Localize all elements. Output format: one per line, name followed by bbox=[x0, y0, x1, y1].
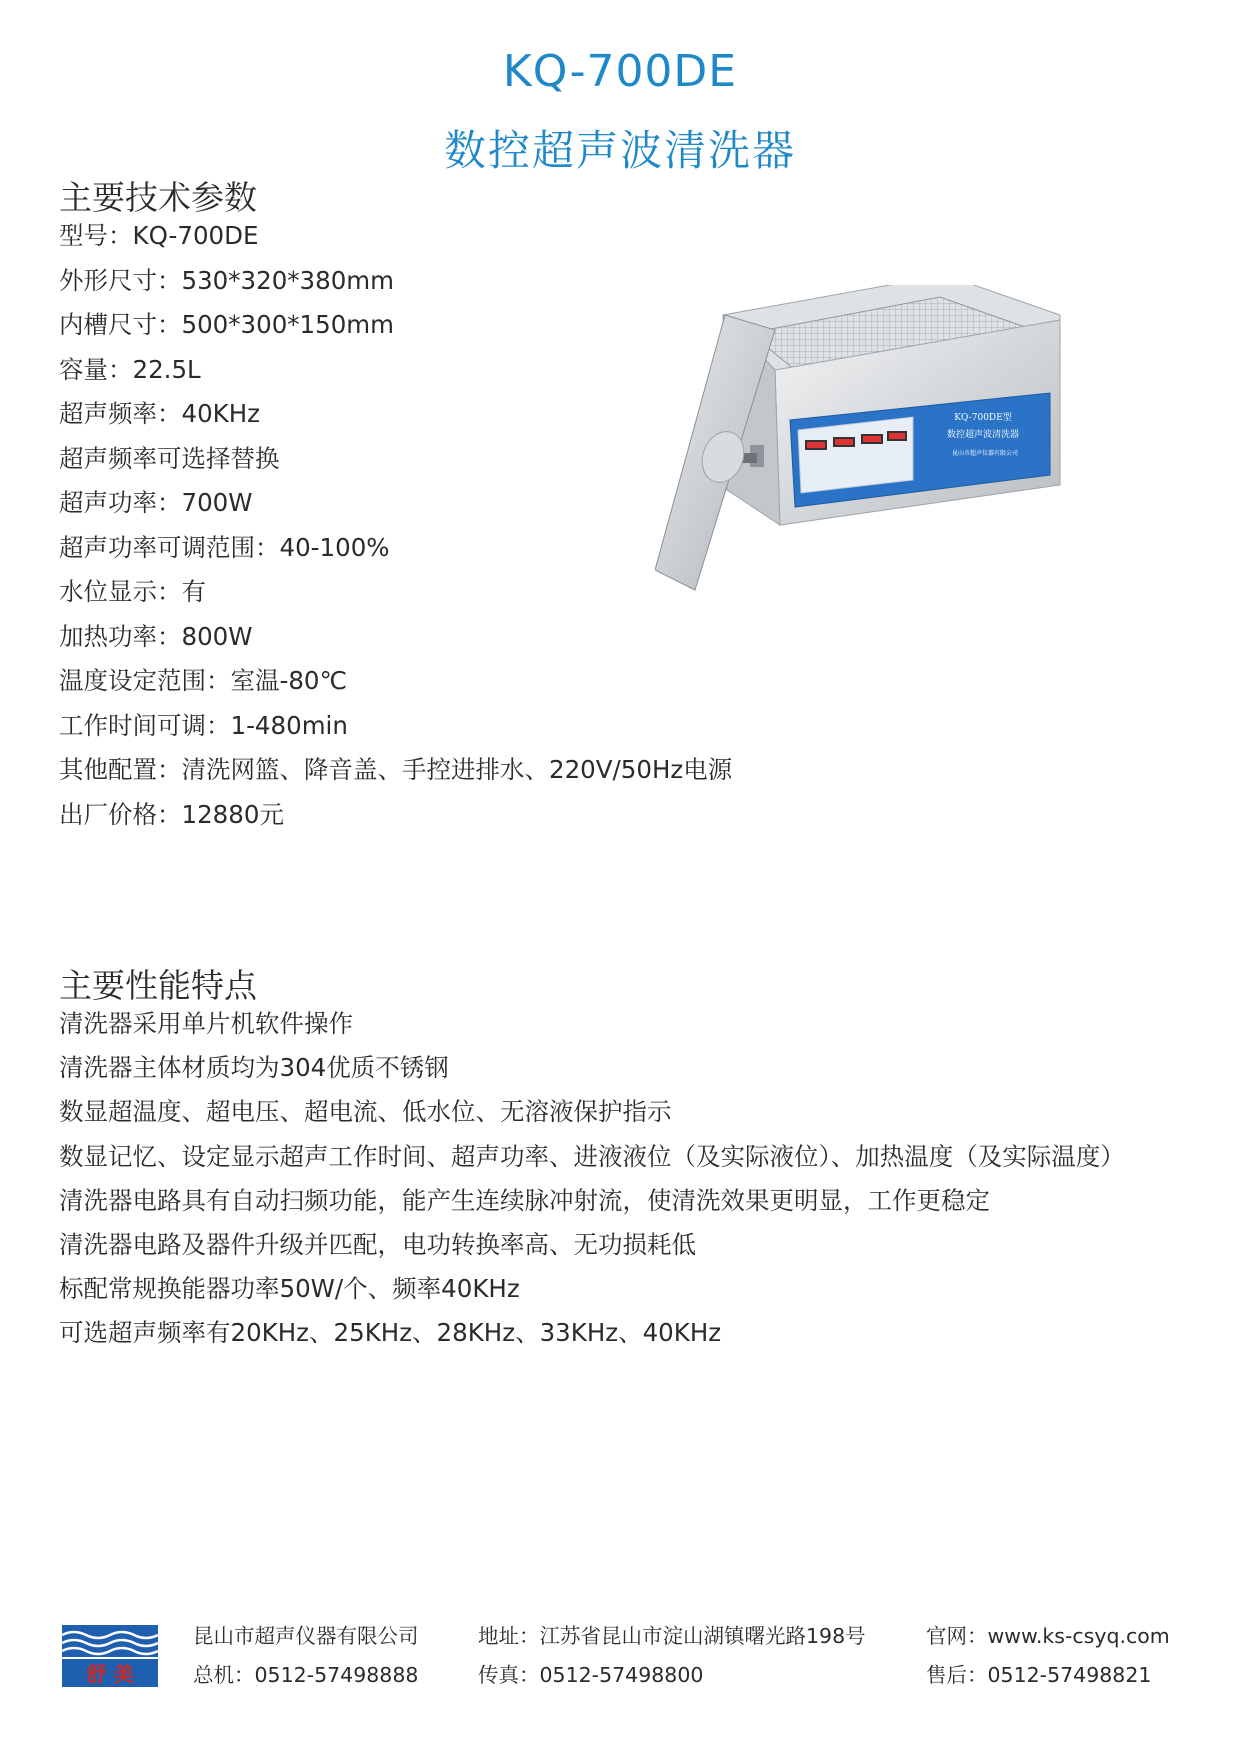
specs-item: 容量：22.5L bbox=[59, 354, 201, 384]
specs-item: 出厂价格：12880元 bbox=[59, 799, 284, 829]
svg-text:舒 美: 舒 美 bbox=[86, 1662, 134, 1686]
specs-item: 加热功率：800W bbox=[59, 621, 253, 651]
specs-item: 超声功率：700W bbox=[59, 488, 253, 517]
features-item: 标配常规换能器功率50W/个、频率40KHz bbox=[59, 1274, 520, 1304]
features-item: 可选超声频率有20KHz、25KHz、28KHz、33KHz、40KHz bbox=[59, 1318, 722, 1348]
features-item: 清洗器电路及器件升级并匹配，电功转换率高、无功损耗低 bbox=[59, 1229, 696, 1259]
company-logo bbox=[60, 1623, 160, 1689]
specs-item: 水位显示：有 bbox=[59, 577, 206, 606]
specs-item: 超声频率可选择替换 bbox=[59, 443, 280, 473]
features-heading: 主要性能特点 bbox=[59, 966, 257, 1005]
panel-label-name: 数控超声波清洗器 bbox=[946, 430, 1020, 440]
footer-company-name: 昆山市超声仪器有限公司 bbox=[193, 1624, 419, 1648]
footer-address: 地址：江苏省昆山市淀山湖镇曙光路198号 bbox=[478, 1624, 866, 1648]
footer-website[interactable]: 官网：www.ks-csyq.com bbox=[926, 1624, 1170, 1648]
features-item: 数显超温度、超电压、超电流、低水位、无溶液保护指示 bbox=[59, 1097, 672, 1127]
footer-fax: 传真：0512-57498800 bbox=[478, 1663, 704, 1687]
ultrasonic-cleaner-image bbox=[655, 285, 1135, 685]
footer-web-col bbox=[926, 1618, 1170, 1696]
features-item: 清洗器采用单片机软件操作 bbox=[59, 1009, 353, 1038]
specs-item: 工作时间可调：1-480min bbox=[59, 710, 348, 740]
footer-after-sales: 售后：0512-57498821 bbox=[926, 1663, 1152, 1687]
specs-item: 其他配置：清洗网篮、降音盖、手控进排水、220V/50Hz电源 bbox=[59, 755, 733, 784]
specs-item: 超声功率可调范围：40-100% bbox=[59, 532, 390, 562]
specs-item: 超声频率：40KHz bbox=[59, 399, 261, 428]
specs-item: 温度设定范围：室温-80℃ bbox=[59, 666, 348, 695]
specs-item: 型号：KQ-700DE bbox=[59, 221, 259, 250]
footer-phone: 总机：0512-57498888 bbox=[193, 1663, 419, 1687]
features-item: 清洗器主体材质均为304优质不锈钢 bbox=[59, 1053, 449, 1083]
footer-address-col bbox=[478, 1618, 866, 1696]
product-name-title: 数控超声波清洗器 bbox=[443, 126, 796, 175]
features-item: 清洗器电路具有自动扫频功能，能产生连续脉冲射流，使清洗效果更明显，工作更稳定 bbox=[59, 1185, 990, 1215]
specs-item: 内槽尺寸：500*300*150mm bbox=[59, 310, 395, 339]
panel-label-company: 昆山市超声仪器有限公司 bbox=[951, 450, 1019, 457]
features-list bbox=[59, 1002, 1125, 1356]
specs-item: 外形尺寸：530*320*380mm bbox=[59, 265, 395, 295]
product-model-title: KQ-700DE bbox=[502, 46, 738, 97]
specs-heading: 主要技术参数 bbox=[59, 178, 257, 217]
footer-company-col bbox=[193, 1618, 419, 1696]
specs-list bbox=[59, 214, 732, 837]
features-item: 数显记忆、设定显示超声工作时间、超声功率、进液液位（及实际液位）、加热温度（及实际温度） bbox=[59, 1141, 1125, 1171]
panel-label-model: KQ-700DE型 bbox=[954, 413, 1012, 423]
